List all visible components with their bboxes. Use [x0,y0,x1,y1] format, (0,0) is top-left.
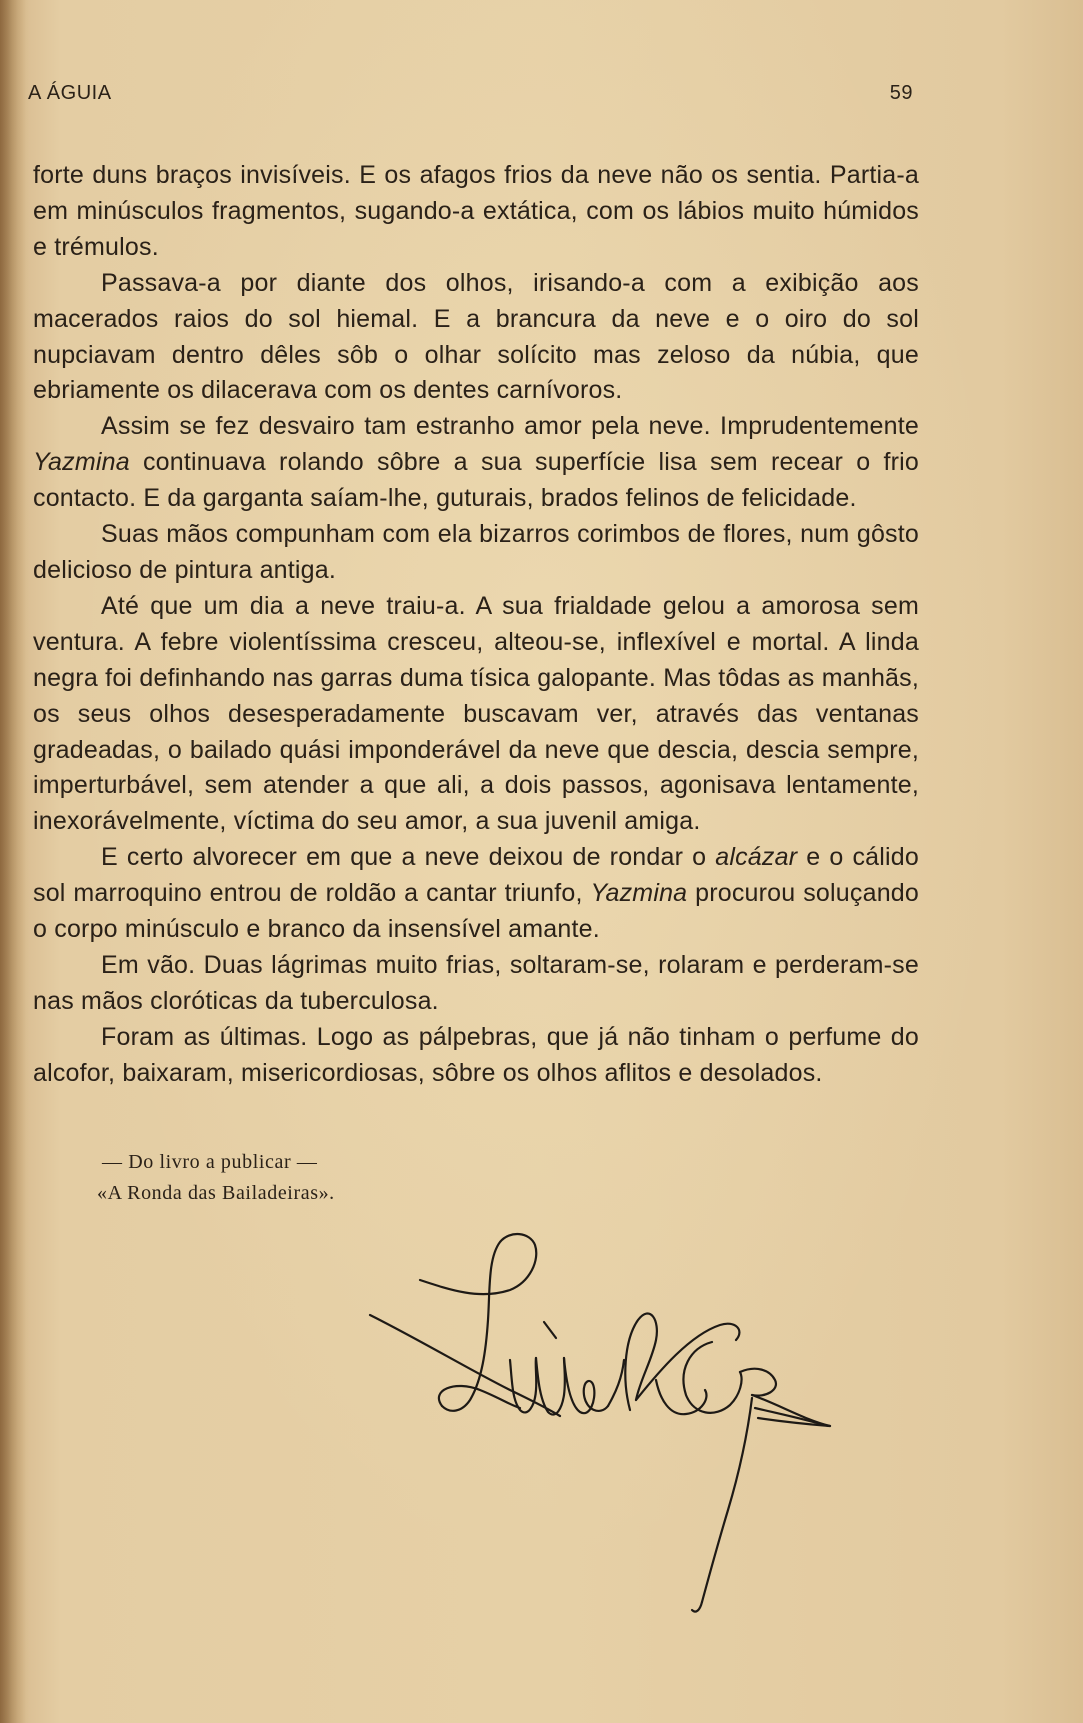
paragraph-3 [33,409,919,517]
paragraph-3-text-b: continuava rolando sôbre a sua superfície lisa sem recear o frio contacto. E da garganta saíam-lhe, guturais, brados felinos de felicidade. [33,448,919,513]
paragraph-6 [33,840,919,948]
paragraph-6-text-c: procurou soluçando o corpo minúsculo e branco da insensível amante. [33,879,920,944]
journal-title: A ÁGUIA [28,82,112,104]
running-head [28,82,913,110]
paragraph-8: Foram as últimas. Logo as pálpebras, que já não tinham o perfume do alcofor, baixaram, misericordiosas, sôbre os olhos aflitos e desolados. [33,1022,919,1087]
paragraph-2: Passava-a por diante dos olhos, irisando-a com a exibição aos macerados raios do sol hiemal. E a brancura da neve e o oiro do sol nupciavam dentro dêles sôb o olhar solícito mas zeloso da núbia, que ebriamente os dilacerava com os dentes carnívoros. [33,268,919,405]
paragraph-4: Suas mãos compunham com ela bizarros corimbos de flores, num gôsto delicioso de pintura antiga. [33,520,919,584]
character-name-yazmina: Yazmina [590,879,688,908]
source-note [97,1147,335,1209]
paragraph-6-text-b: e o cálido sol marroquino entrou de roldão a cantar triunfo, [33,843,919,908]
source-note-line-2: «A Ronda das Bailadeiras». [97,1182,335,1204]
paragraph-1: forte duns braços invisíveis. E os afagos frios da neve não os sentia. Partia-a em minúsculos fragmentos, sugando-a extática, com os lábios muito húmidos e trémulos. [33,161,919,261]
paragraph-5: Até que um dia a neve traiu-a. A sua frialdade gelou a amorosa sem ventura. A febre violentíssima cresceu, alteou-se, inflexível e mortal. A linda negra foi definhando nas garras duma tísica galopante. Mas tôdas as manhãs, os seus olhos desesperadamente buscavam ver, através das ventanas gradeadas, o bailado quási imponderável da neve que descia, descia sempre, imperturbável, sem atender a que ali, a dois passos, agonisava lentamente, inexorávelmente, víctima do seu amor, a sua juvenil amiga. [33,591,919,836]
paragraph-6-text-a: E certo alvorecer em que a neve deixou de rondar o [101,843,707,872]
source-note-line-1: — Do livro a publicar — [102,1151,318,1173]
paragraph-7: Em vão. Duas lágrimas muito frias, soltaram-se, rolaram e perderam-se nas mãos cloróticas da tuberculosa. [33,950,919,1015]
handwritten-signature [360,1230,900,1620]
paragraph-3-text-a: Assim se fez desvairo tam estranho amor pela neve. Imprudentemente [101,412,919,441]
word-alcazar: alcázar [715,843,798,872]
body-text [33,158,919,1092]
page-number: 59 [889,82,913,104]
character-name-yazmina: Yazmina [33,448,130,477]
